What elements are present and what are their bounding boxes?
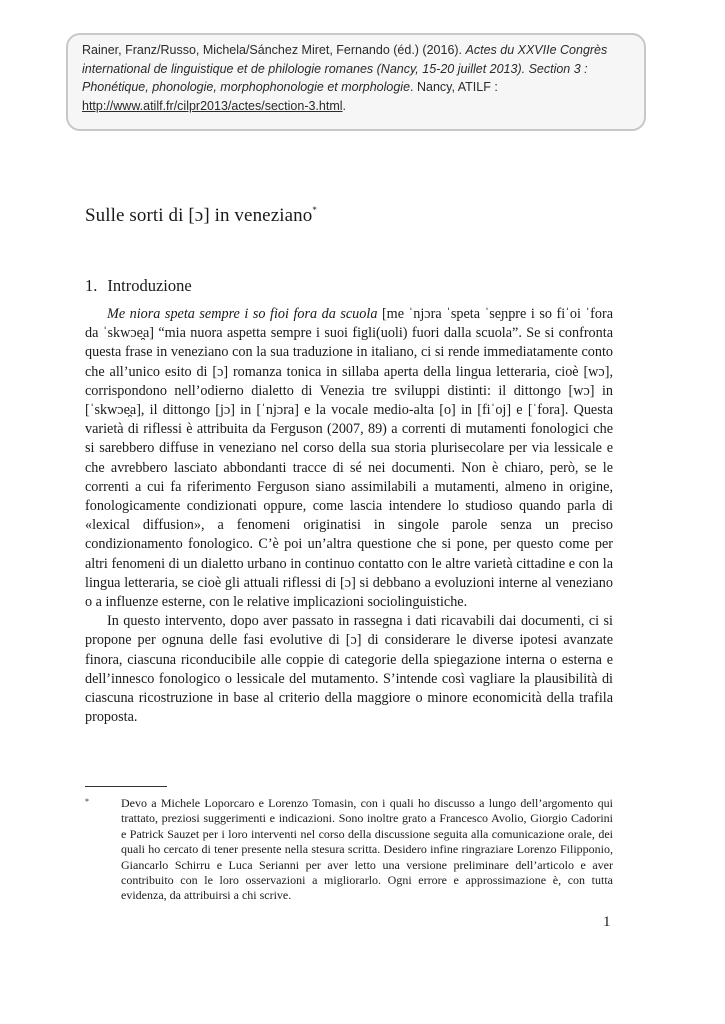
footnote-text: Devo a Michele Loporcaro e Lorenzo Tomasin, con i quali ho discusso a lungo dell’argomento qui trattato, preziosi suggerimenti e indicazioni. Sono inoltre grato a Francesco Avolio, Giorgio Cadorini e Patrick Sauzet per i loro interventi nel corso della discussione seguita alla comunicazione orale, dei quali ho cercato di tener presente nella stesura scritta. Desidero infine ringraziare Lorenzo Filipponio, Giancarlo Schirru e Luca Serianni per aver letto una versione preliminare dell’articolo e aver contribuito con le loro osservazioni a migliorarlo. Ogni errore e approssimazione è, con tutta evidenza, da attribuirsi a chi scrive. bbox=[121, 796, 613, 903]
citation-title: Actes du XXVIIe Congrès international de linguistique et de philologie romanes (Nancy, 15-20 juillet 2013). Section 3 : Phonétique, phonologie, morphophonologie et morphologie bbox=[82, 43, 608, 94]
footnote-divider bbox=[85, 786, 167, 787]
section-title: Introduzione bbox=[107, 276, 192, 295]
page-number: 1 bbox=[603, 914, 611, 930]
citation-box bbox=[66, 33, 646, 131]
section-number: 1. bbox=[85, 276, 98, 295]
footnote-mark: * bbox=[85, 797, 89, 806]
citation-end: . bbox=[342, 98, 347, 113]
body-text bbox=[85, 305, 613, 727]
paragraph-2: In questo intervento, dopo aver passato in rassegna i dati ricavabili dai documenti, ci si propone per ognuna delle fasi evolutive di [ɔ] di considerare le diverse ipotesi avanzate finora, ciascuna riconducibile alle coppie di categorie della spiegazione interna o esterna e dell’innesco fonologico o lessicale del mutamento. S’intende così vagliare la plausibilità di ciascuna ricostruzione in base al criterio della maggiore o minore economicità della trafila proposta. bbox=[85, 613, 613, 726]
footnote bbox=[85, 796, 613, 904]
article-title bbox=[85, 205, 317, 227]
citation-publisher: . Nancy, ATILF : bbox=[410, 80, 498, 94]
article-title-text: Sulle sorti di [ɔ] in veneziano bbox=[85, 205, 313, 226]
paragraph-1-text: [me ˈnjɔra ˈspeta ˈseɲpre i so fiˈoi ˈfora da ˈskwɔe̯a] “mia nuora aspetta sempre i suoi figli(uoli) fuori dalla scuola”. Se si confronta questa frase in veneziano con la sua traduzione in italiano, ci si rende immediatamente conto che all’unico esito di [ɔ] romanza tonica in sillaba aperta della lingua letteraria, cioè [wɔ], corrispondono nell’odierno dialetto di Venezia tre sviluppi distinti: il dittongo [wɔ] in [ˈskwɔe̯a], il dittongo [jɔ] in [ˈnjɔra] e la vocale medio-alta [o] in [fiˈoj] e [ˈfora]. Questa varietà di riflessi è attribuita da Ferguson (2007, 89) a correnti di mutamenti fonologici che si sarebbero diffuse in veneziano nel corso della sua storia plurisecolare per via lessicale e che avrebbero lasciato abbondanti tracce di sé nei documenti. Non è chiaro, però, se le correnti a cui fa riferimento Ferguson siano assimilabili a mutamenti, almeno in origine, fonologicamente condizionati oppure, come lascia intendere lo studioso quando parla di «lexical diffusion», a fenomeni originatisi in singole parole senza un preciso condizionamento fonologico. C’è poi un’altra questione che si pone, per questo come per altri fenomeni di un dialetto urbano in continuo contatto con le altre varietà cittadine e con la lingua letteraria, se cioè gli attuali riflessi di [ɔ] si debbano a evoluzioni interne al veneziano o a influenze esterne, con le relative implicazioni sociolinguistiche. bbox=[85, 306, 613, 611]
venetian-example: Me niora speta sempre i so fioi fora da scuola bbox=[107, 306, 378, 322]
citation-url-link[interactable]: http://www.atilf.fr/cilpr2013/actes/section-3.html bbox=[82, 98, 343, 113]
citation-authors: Rainer, Franz/Russo, Michela/Sánchez Miret, Fernando (éd.) (2016). bbox=[82, 43, 466, 57]
section-heading bbox=[85, 276, 192, 296]
footnote-reference[interactable]: * bbox=[312, 205, 317, 215]
paragraph-1 bbox=[85, 305, 613, 612]
